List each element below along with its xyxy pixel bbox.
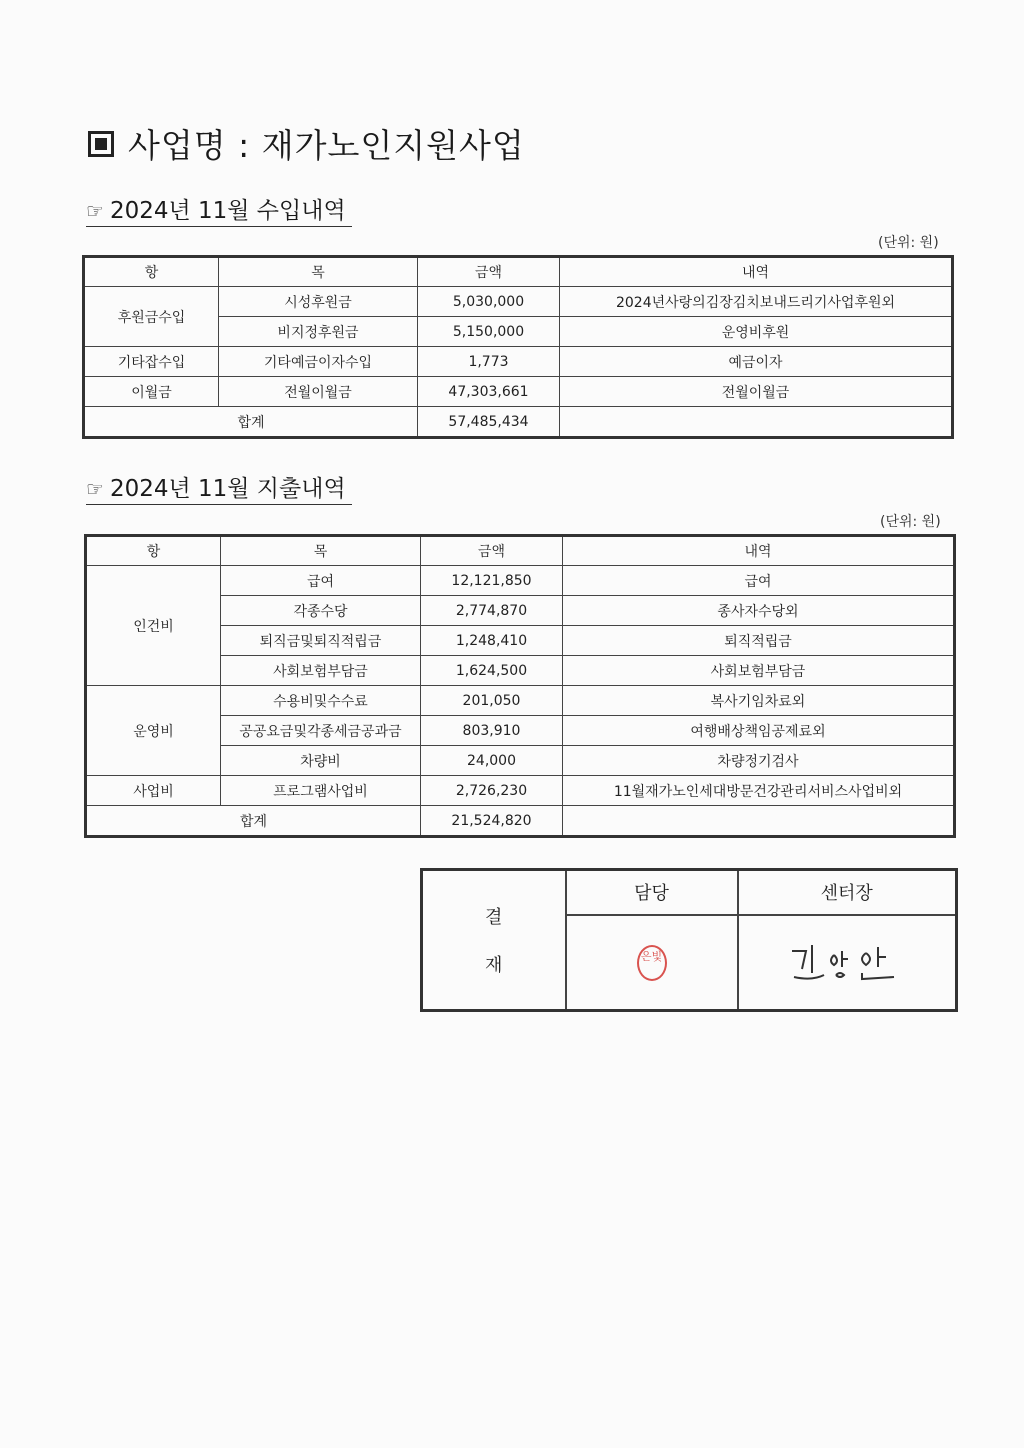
total-amount: 21,524,820 xyxy=(421,806,563,837)
total-label: 합계 xyxy=(86,806,421,837)
mok-cell: 급여 xyxy=(221,566,421,596)
amount-cell: 2,774,870 xyxy=(421,596,563,626)
mok-cell: 기타예금이자수입 xyxy=(219,347,418,377)
table-row xyxy=(86,566,955,596)
mok-cell: 전월이월금 xyxy=(219,377,418,407)
detail-cell: 운영비후원 xyxy=(560,317,953,347)
detail-cell: 차량정기검사 xyxy=(563,746,955,776)
header-mok: 목 xyxy=(221,536,421,566)
table-row xyxy=(84,347,953,377)
income-heading xyxy=(86,196,352,227)
detail-cell: 사회보험부담금 xyxy=(563,656,955,686)
approval-label-top: 결 xyxy=(485,907,503,928)
amount-cell: 5,150,000 xyxy=(418,317,560,347)
total-amount: 57,485,434 xyxy=(418,407,560,438)
income-table xyxy=(82,255,954,439)
mok-cell: 시성후원금 xyxy=(219,287,418,317)
hang-cell: 이월금 xyxy=(84,377,219,407)
table-header-row xyxy=(84,257,953,287)
mok-cell: 프로그램사업비 xyxy=(221,776,421,806)
total-label: 합계 xyxy=(84,407,418,438)
detail-cell: 여행배상책임공제료외 xyxy=(563,716,955,746)
expense-unit-note: (단위: 원) xyxy=(880,514,941,530)
table-row xyxy=(86,776,955,806)
amount-cell: 803,910 xyxy=(421,716,563,746)
hang-cell: 기타잡수입 xyxy=(84,347,219,377)
header-mok: 목 xyxy=(219,257,418,287)
pointing-hand-icon: ☞ xyxy=(86,199,104,223)
total-detail-empty xyxy=(560,407,953,438)
total-detail-empty xyxy=(563,806,955,837)
table-row xyxy=(84,377,953,407)
header-hang: 항 xyxy=(86,536,221,566)
mok-cell: 차량비 xyxy=(221,746,421,776)
mok-cell: 사회보험부담금 xyxy=(221,656,421,686)
mok-cell: 공공요금및각종세금공과금 xyxy=(221,716,421,746)
header-amount: 금액 xyxy=(421,536,563,566)
detail-cell: 급여 xyxy=(563,566,955,596)
detail-cell: 전월이월금 xyxy=(560,377,953,407)
amount-cell: 1,248,410 xyxy=(421,626,563,656)
mok-cell: 퇴직금및퇴직적립금 xyxy=(221,626,421,656)
director-signature-cell xyxy=(738,915,957,1011)
mok-cell: 수용비및수수료 xyxy=(221,686,421,716)
expense-heading-text: 2024년 11월 지출내역 xyxy=(109,476,346,502)
total-row xyxy=(84,407,953,438)
mok-cell: 각종수당 xyxy=(221,596,421,626)
table-row xyxy=(84,287,953,317)
staff-stamp-cell xyxy=(566,915,738,1011)
income-heading-text: 2024년 11월 수입내역 xyxy=(109,198,346,224)
income-unit-note: (단위: 원) xyxy=(878,235,939,251)
header-hang: 항 xyxy=(84,257,219,287)
amount-cell: 201,050 xyxy=(421,686,563,716)
square-bullet-icon xyxy=(88,131,114,157)
approval-label xyxy=(422,870,566,1011)
header-detail: 내역 xyxy=(560,257,953,287)
total-row xyxy=(86,806,955,837)
amount-cell: 12,121,850 xyxy=(421,566,563,596)
amount-cell: 2,726,230 xyxy=(421,776,563,806)
handwritten-signature xyxy=(782,937,912,987)
detail-cell: 종사자수당외 xyxy=(563,596,955,626)
page-title xyxy=(88,120,525,167)
pointing-hand-icon: ☞ xyxy=(86,477,104,501)
table-row xyxy=(86,686,955,716)
amount-cell: 5,030,000 xyxy=(418,287,560,317)
hang-cell: 운영비 xyxy=(86,686,221,776)
detail-cell: 11월재가노인세대방문건강관리서비스사업비외 xyxy=(563,776,955,806)
expense-heading xyxy=(86,474,352,505)
header-detail: 내역 xyxy=(563,536,955,566)
amount-cell: 1,624,500 xyxy=(421,656,563,686)
red-seal-stamp: 은빛 xyxy=(637,945,667,981)
page-title-text: 사업명 : 재가노인지원사업 xyxy=(128,126,525,165)
mok-cell: 비지정후원금 xyxy=(219,317,418,347)
hang-cell: 인건비 xyxy=(86,566,221,686)
expense-table xyxy=(84,534,956,838)
amount-cell: 47,303,661 xyxy=(418,377,560,407)
approval-col-staff: 담당 xyxy=(566,870,738,915)
amount-cell: 24,000 xyxy=(421,746,563,776)
header-amount: 금액 xyxy=(418,257,560,287)
approval-label-bottom: 재 xyxy=(485,955,503,976)
detail-cell: 복사기임차료외 xyxy=(563,686,955,716)
hang-cell: 사업비 xyxy=(86,776,221,806)
table-header-row xyxy=(86,536,955,566)
detail-cell: 2024년사랑의김장김치보내드리기사업후원외 xyxy=(560,287,953,317)
amount-cell: 1,773 xyxy=(418,347,560,377)
detail-cell: 예금이자 xyxy=(560,347,953,377)
hang-cell: 후원금수입 xyxy=(84,287,219,347)
approval-col-director: 센터장 xyxy=(738,870,957,915)
approval-box xyxy=(420,868,958,1012)
detail-cell: 퇴직적립금 xyxy=(563,626,955,656)
